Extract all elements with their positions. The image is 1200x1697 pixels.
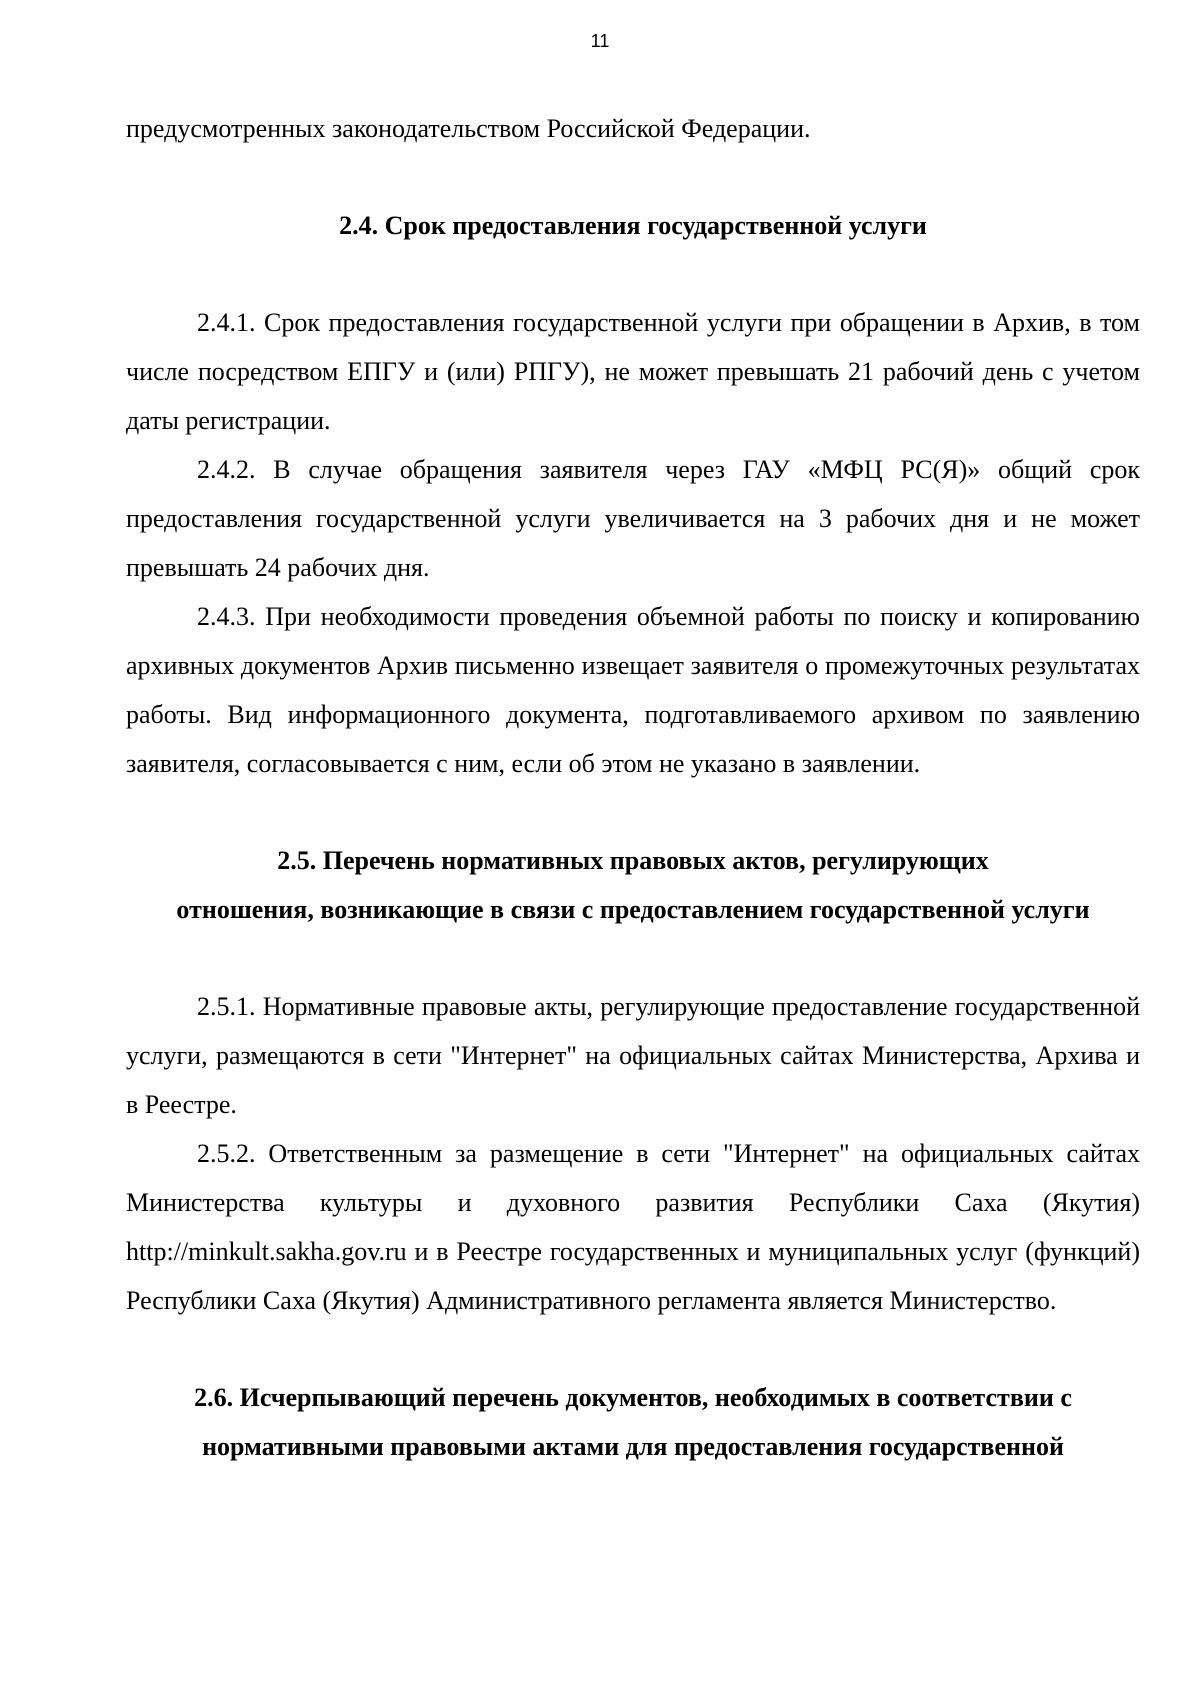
section-heading-2-6-line-2: нормативными правовыми актами для предоставления государственной	[202, 1432, 1064, 1461]
section-heading-2-5-line-2: отношения, возникающие в связи с предоставлением государственной услуги	[176, 895, 1090, 924]
paragraph-continuation: предусмотренных законодательством Российской Федерации.	[126, 114, 811, 143]
paragraph-2-5-1: 2.5.1. Нормативные правовые акты, регулирующие предоставление государственной услуги, размещаются в сети "Интернет" на официальных сайтах Министерства, Архива и в Реестре.	[126, 992, 1140, 1119]
paragraph-2-4-1: 2.4.1. Срок предоставления государственной услуги при обращении в Архив, в том числе посредством ЕПГУ и (или) РПГУ), не может превышать 21 рабочий день с учетом даты регистрации.	[126, 308, 1140, 435]
paragraph-2-4-2: 2.4.2. В случае обращения заявителя через ГАУ «МФЦ РС(Я)» общий срок предоставления государственной услуги увеличивается на 3 рабочих дня и не может превышать 24 рабочих дня.	[126, 455, 1140, 582]
section-heading-2-5-line-1: 2.5. Перечень нормативных правовых актов, регулирующих	[277, 846, 989, 875]
paragraph-2-4-3: 2.4.3. При необходимости проведения объемной работы по поиску и копированию архивных документов Архив письменно извещает заявителя о промежуточных результатах работы. Вид информационного документа, подготавливаемого архивом по заявлению заявителя, согласовывается с ним, если об этом не указано в заявлении.	[126, 602, 1140, 778]
paragraph-2-5-2: 2.5.2. Ответственным за размещение в сети "Интернет" на официальных сайтах Министерства культуры и духовного развития Республики Саха (Якутия) http://minkult.sakha.gov.ru и в Реестре государственных и муниципальных услуг (функций) Республики Саха (Якутия) Административного регламента является Министерство.	[126, 1139, 1140, 1315]
page-number: 11	[590, 31, 610, 51]
document-body	[126, 104, 1140, 1471]
section-heading-2-5	[126, 836, 1140, 934]
section-heading-2-6	[126, 1373, 1140, 1471]
section-heading-2-6-line-1: 2.6. Исчерпывающий перечень документов, необходимых в соответствии с	[194, 1383, 1072, 1412]
section-heading-2-4: 2.4. Срок предоставления государственной услуги	[339, 211, 927, 240]
